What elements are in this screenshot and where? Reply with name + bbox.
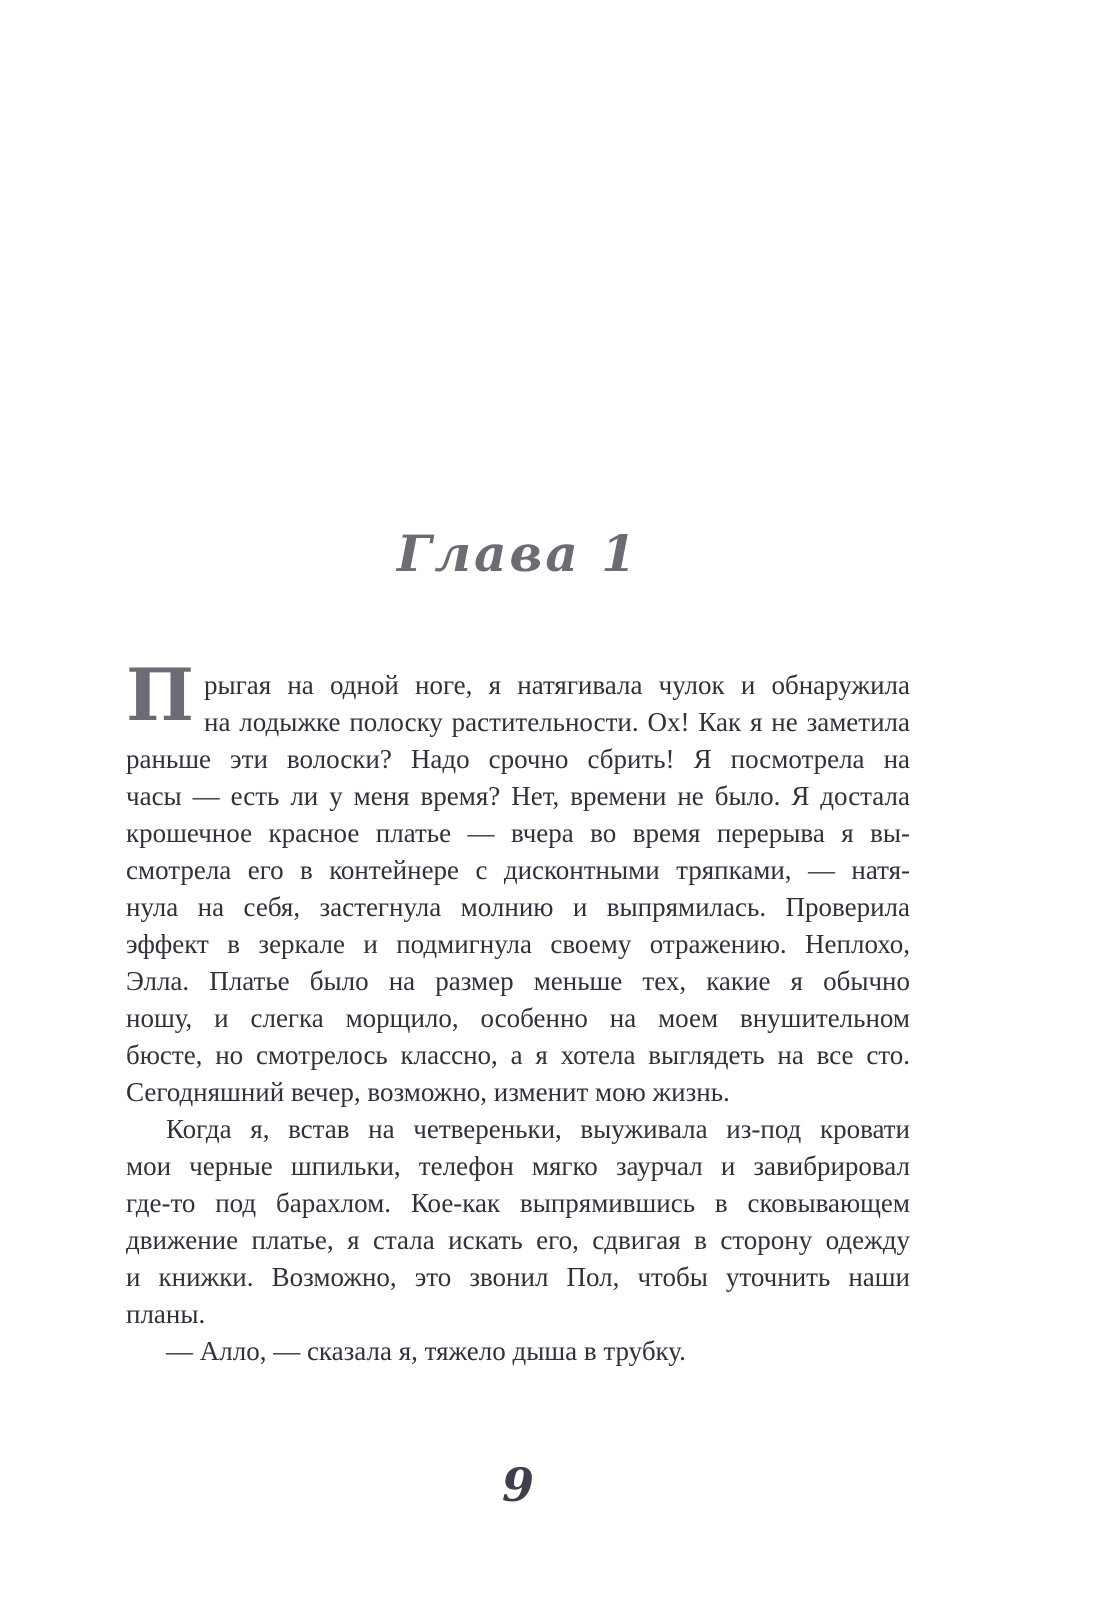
text-line: рыгая на одной ноге, я натягивала чулок и обнаружила bbox=[204, 670, 910, 700]
text-line: Когда я, встав на четвереньки, выуживала из-под кровати bbox=[166, 1114, 910, 1144]
page-number: 9 bbox=[501, 1458, 534, 1512]
text-line: Сегодняшний вечер, возможно, изменит мою жизнь. bbox=[126, 1077, 730, 1107]
body-text bbox=[126, 652, 910, 1370]
text-line: мои черные шпильки, телефон мягко заурчал и завибрировал bbox=[126, 1151, 910, 1181]
text-line: смотрела его в контейнере с дисконтными тряпками, — натя- bbox=[126, 855, 910, 885]
dialogue-line: — Алло, — сказала я, тяжело дыша в трубку. bbox=[166, 1336, 686, 1366]
text-line: раньше эти волоски? Надо срочно сбрить! Я посмотрела на bbox=[126, 744, 910, 774]
paragraph-2 bbox=[126, 1111, 910, 1333]
text-line: планы. bbox=[126, 1299, 206, 1329]
text-line: бюсте, но смотрелось классно, а я хотела выглядеть на все сто. bbox=[126, 1040, 910, 1070]
paragraph-1 bbox=[126, 652, 910, 1111]
text-line: ношу, и слегка морщило, особенно на моем внушительном bbox=[126, 1003, 910, 1033]
text-line: часы — есть ли у меня время? Нет, времени не было. Я достала bbox=[126, 781, 910, 811]
drop-cap: П bbox=[126, 652, 194, 737]
text-line: нула на себя, застегнула молнию и выпрямилась. Проверила bbox=[126, 892, 910, 922]
text-line: на лодыжке полоску растительности. Ох! Как я не заметила bbox=[204, 707, 910, 737]
chapter-heading: Глава 1 bbox=[397, 524, 639, 583]
text-line: эффект в зеркале и подмигнула своему отражению. Неплохо, bbox=[126, 929, 910, 959]
text-line: и книжки. Возможно, это звонил Пол, чтобы уточнить наши bbox=[126, 1262, 910, 1292]
text-line: где-то под барахлом. Кое-как выпрямившись в сковывающем bbox=[126, 1188, 910, 1218]
text-line: Элла. Платье было на размер меньше тех, какие я обычно bbox=[126, 966, 910, 996]
text-line: крошечное красное платье — вчера во время перерыва я вы- bbox=[126, 818, 910, 848]
paragraph-3 bbox=[126, 1333, 910, 1370]
text-line: движение платье, я стала искать его, сдвигая в сторону одежду bbox=[126, 1225, 910, 1255]
